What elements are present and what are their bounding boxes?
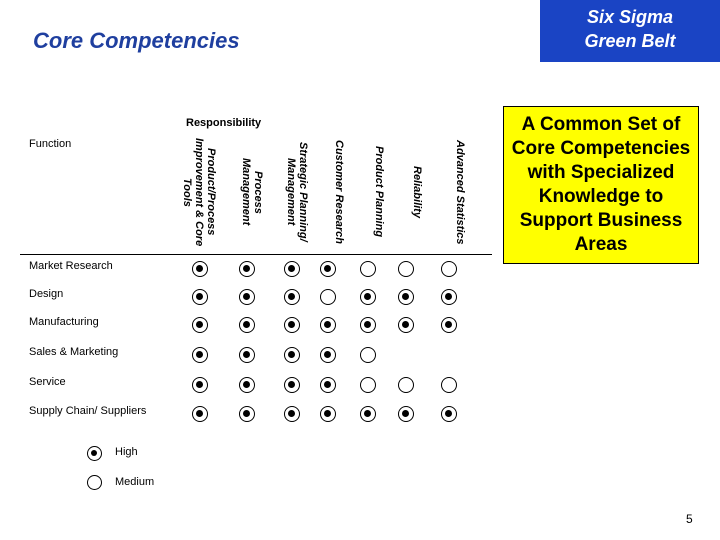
high-marker-icon (398, 289, 414, 305)
column-header: Product Planning (373, 146, 385, 238)
column-header: Advanced Statistics (454, 139, 466, 245)
high-marker-icon (441, 289, 457, 305)
high-marker-icon (239, 317, 255, 333)
high-marker-icon (239, 377, 255, 393)
medium-marker-icon (360, 377, 376, 393)
high-marker-icon (320, 317, 336, 333)
high-marker-icon (192, 347, 208, 363)
high-marker-icon (284, 347, 300, 363)
brand-line-1: Six Sigma (586, 7, 674, 27)
high-marker-icon (239, 261, 255, 277)
row-label: Supply Chain/ Suppliers (29, 405, 147, 417)
brand-box (540, 0, 720, 62)
row-label: Service (29, 376, 66, 388)
medium-marker-icon (441, 377, 457, 393)
column-header: Customer Research (333, 140, 345, 244)
high-marker-icon (320, 261, 336, 277)
high-marker-icon (441, 317, 457, 333)
medium-marker-icon (398, 261, 414, 277)
high-marker-icon (398, 406, 414, 422)
medium-marker-icon (320, 289, 336, 305)
column-header: Product/Process Improvement & Core Tools (181, 137, 217, 247)
high-marker-icon (320, 347, 336, 363)
high-marker-icon (192, 289, 208, 305)
high-marker-icon (320, 377, 336, 393)
high-marker-icon (192, 377, 208, 393)
high-marker-icon (284, 406, 300, 422)
column-header: Process Management (240, 158, 264, 226)
high-marker-icon (239, 406, 255, 422)
legend-high-icon (87, 446, 102, 461)
high-marker-icon (360, 406, 376, 422)
high-marker-icon (239, 289, 255, 305)
legend-high-label: High (115, 446, 138, 458)
high-marker-icon (192, 406, 208, 422)
high-marker-icon (284, 289, 300, 305)
column-header: Reliability (411, 166, 423, 218)
high-marker-icon (320, 406, 336, 422)
row-label: Sales & Marketing (29, 346, 119, 358)
responsibility-label: Responsibility (186, 117, 262, 129)
high-marker-icon (239, 347, 255, 363)
medium-marker-icon (360, 347, 376, 363)
page-number: 5 (686, 512, 693, 526)
legend-medium-label: Medium (115, 476, 155, 488)
high-marker-icon (284, 317, 300, 333)
high-marker-icon (360, 317, 376, 333)
row-label: Design (29, 288, 64, 300)
page-title: Core Competencies (33, 28, 240, 53)
high-marker-icon (398, 317, 414, 333)
medium-marker-icon (398, 377, 414, 393)
medium-marker-icon (441, 261, 457, 277)
function-label: Function (29, 138, 72, 150)
high-marker-icon (192, 317, 208, 333)
high-marker-icon (360, 289, 376, 305)
callout-box (503, 106, 699, 264)
high-marker-icon (284, 377, 300, 393)
high-marker-icon (441, 406, 457, 422)
legend-medium-icon (87, 475, 102, 490)
header-divider (20, 254, 492, 255)
medium-marker-icon (360, 261, 376, 277)
column-header: Strategic Planning/ Management (285, 142, 309, 242)
row-label: Manufacturing (29, 316, 99, 328)
brand-line-2: Green Belt (584, 31, 676, 51)
callout-text: A Common Set of Core Competencies with Specialized Knowledge to Support Business Areas (511, 114, 691, 255)
high-marker-icon (284, 261, 300, 277)
high-marker-icon (192, 261, 208, 277)
row-label: Market Research (29, 260, 113, 272)
